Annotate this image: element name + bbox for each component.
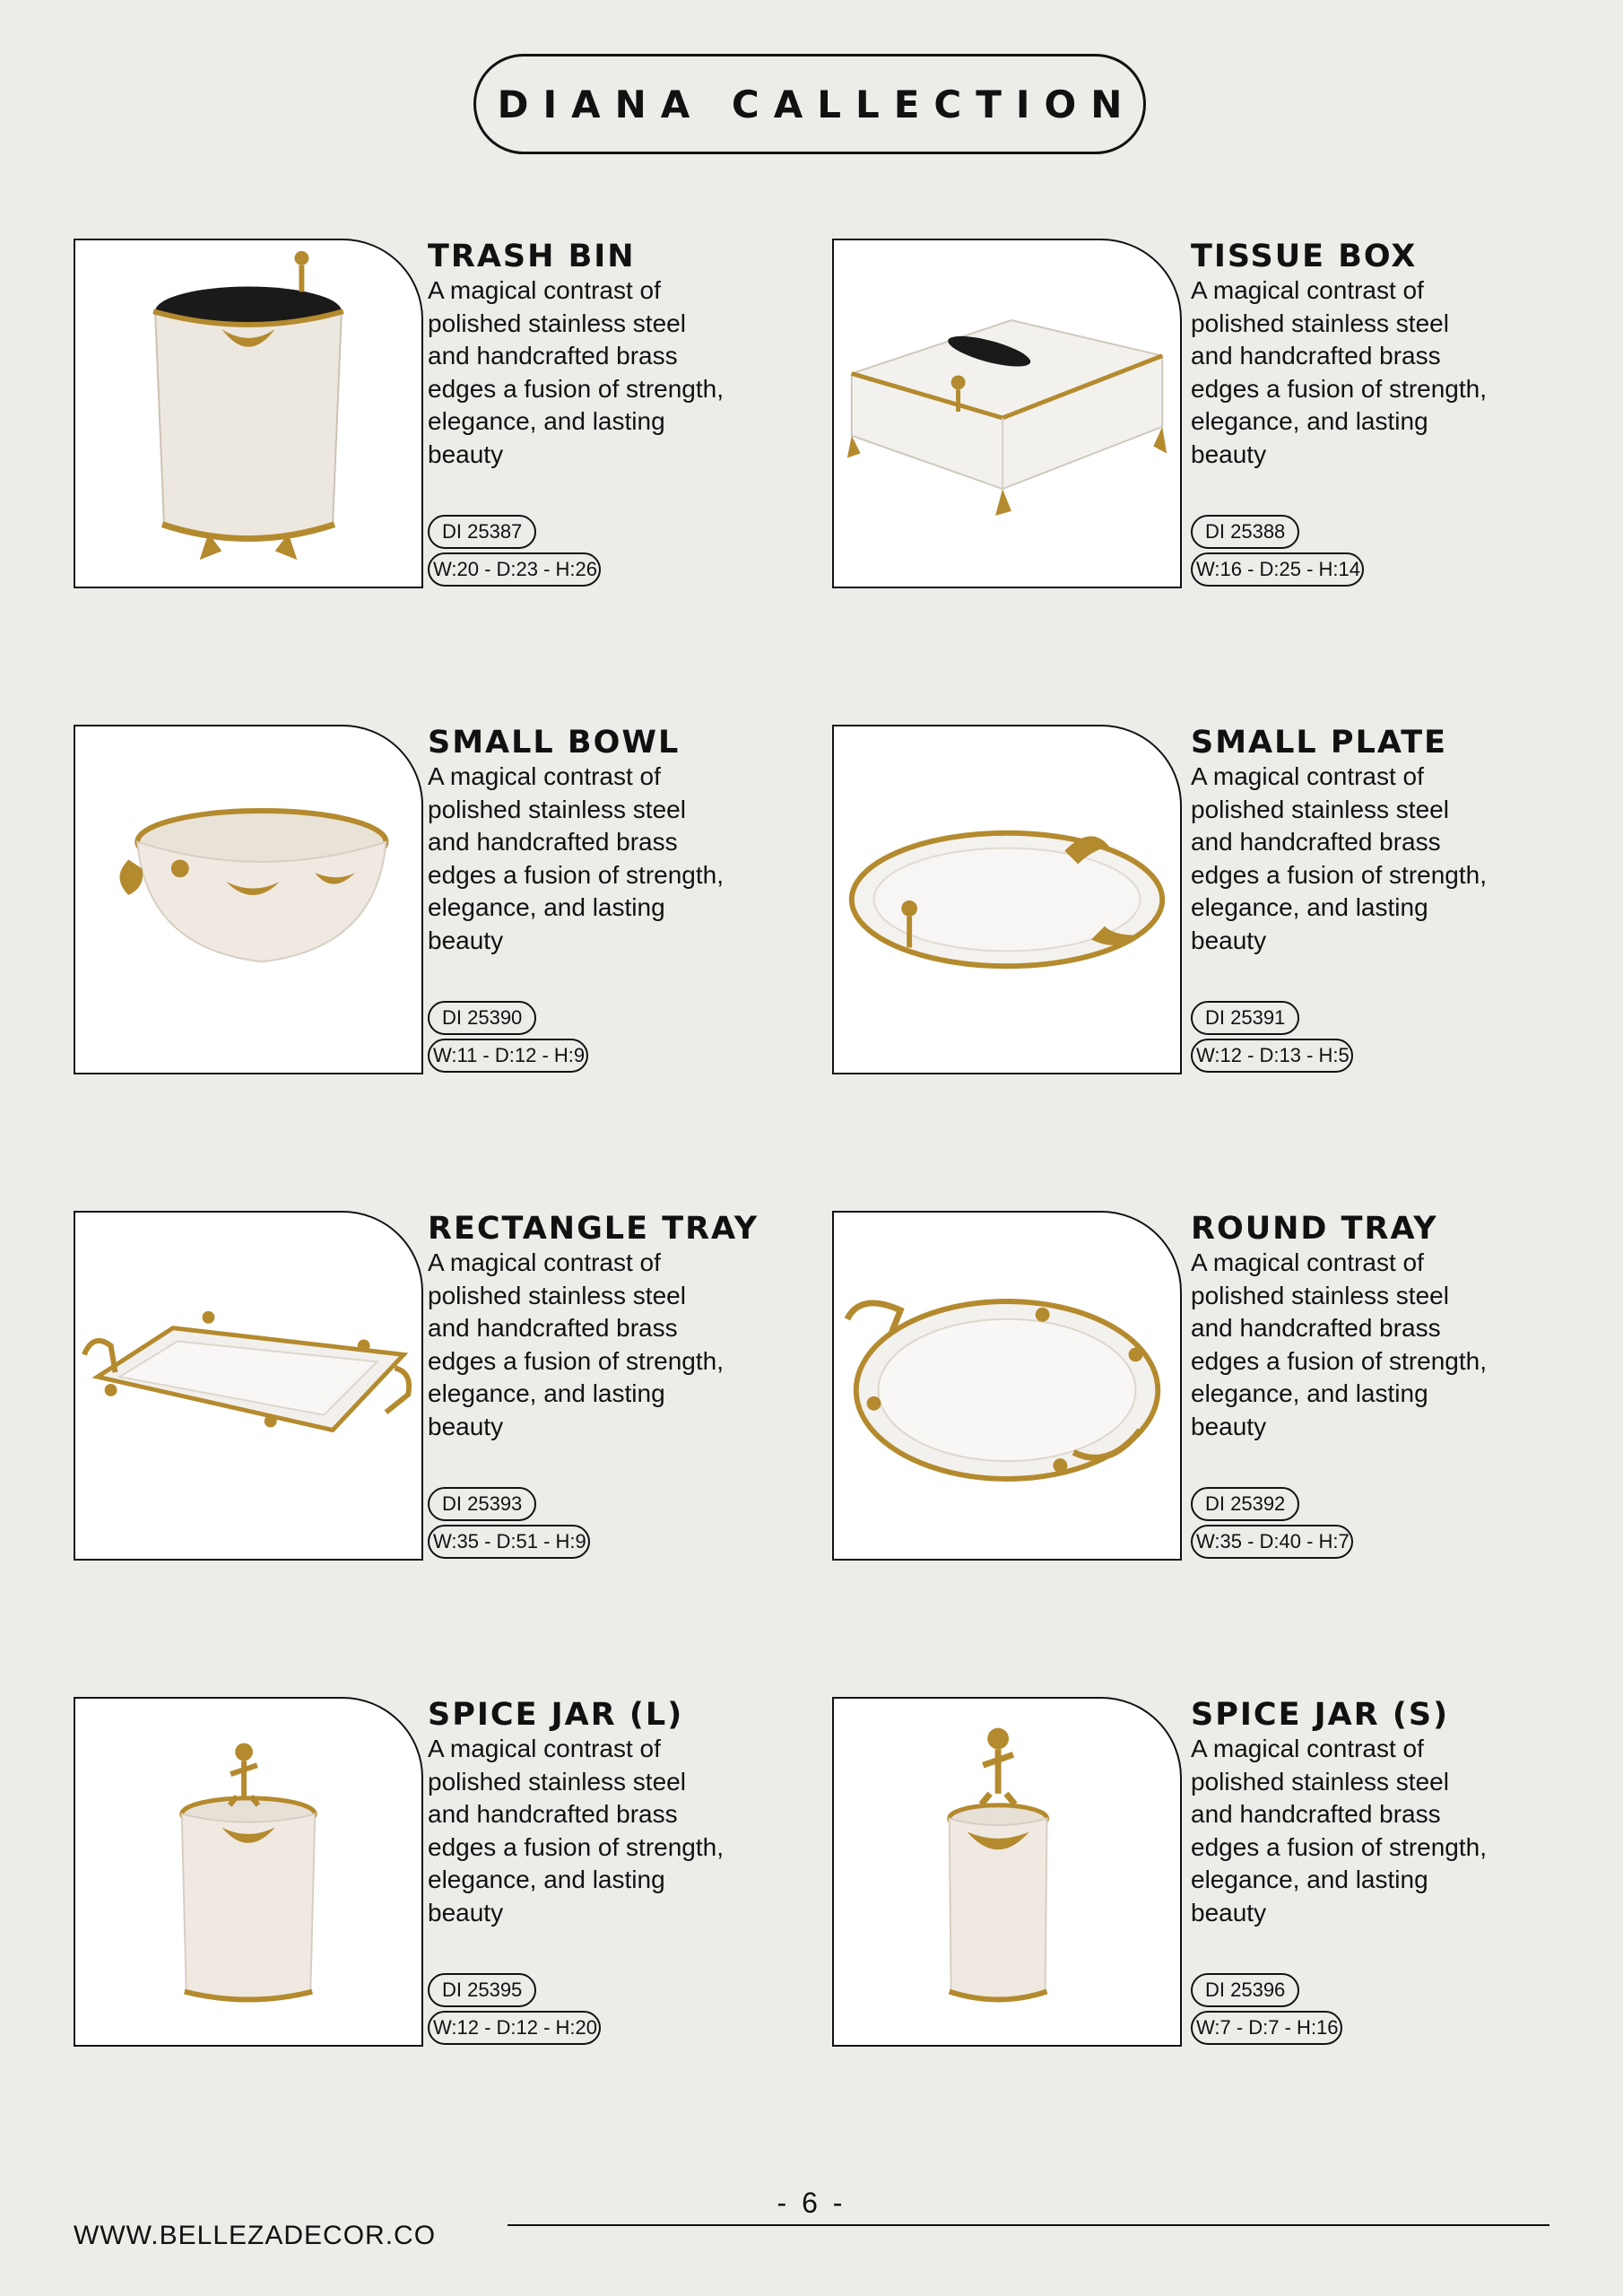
product-dimensions-badge: W:11 - D:12 - H:9 xyxy=(428,1039,588,1073)
product-description: A magical contrast of polished stainless steel and handcrafted brass edges a fusion of strength, elegance, and lasting beauty xyxy=(1191,1248,1487,1440)
product-name: ROUND TRAY xyxy=(1191,1211,1438,1247)
product-description: A magical contrast of polished stainless steel and handcrafted brass edges a fusion of strength, elegance, and lasting beauty xyxy=(428,1735,724,1926)
spice-jar-small-image xyxy=(832,1697,1182,2047)
product-name: SPICE JAR (L) xyxy=(428,1697,684,1733)
rectangle-tray-image xyxy=(74,1211,423,1561)
collection-title-pill xyxy=(473,54,1146,154)
product-code-badge: DI 25392 xyxy=(1191,1487,1299,1521)
product-code-badge: DI 25391 xyxy=(1191,1001,1299,1035)
product-description: A magical contrast of polished stainless steel and handcrafted brass edges a fusion of strength, elegance, and lasting beauty xyxy=(1191,762,1487,954)
product-description: A magical contrast of polished stainless steel and handcrafted brass edges a fusion of strength, elegance, and lasting beauty xyxy=(428,276,724,468)
footer-divider xyxy=(508,2224,1549,2226)
product-card-spice-jar-large[interactable] xyxy=(74,1697,755,2047)
product-card-trash-bin[interactable] xyxy=(74,239,755,588)
product-dimensions-badge: W:16 - D:25 - H:14 xyxy=(1191,552,1364,587)
product-code-badge: DI 25387 xyxy=(428,515,536,549)
product-code-badge: DI 25395 xyxy=(428,1973,536,2007)
round-tray-image xyxy=(832,1211,1182,1561)
trash-bin-image xyxy=(74,239,423,588)
product-dimensions-badge: W:7 - D:7 - H:16 xyxy=(1191,2011,1342,2045)
product-name: SPICE JAR (S) xyxy=(1191,1697,1450,1733)
product-card-spice-jar-small[interactable] xyxy=(832,1697,1514,2047)
product-dimensions-badge: W:35 - D:40 - H:7 xyxy=(1191,1525,1353,1559)
product-description: A magical contrast of polished stainless steel and handcrafted brass edges a fusion of strength, elegance, and lasting beauty xyxy=(1191,1735,1487,1926)
product-code-badge: DI 25388 xyxy=(1191,515,1299,549)
collection-title: DIANA CALLECTION xyxy=(497,82,1137,126)
product-name: TISSUE BOX xyxy=(1191,239,1418,274)
product-description: A magical contrast of polished stainless steel and handcrafted brass edges a fusion of strength, elegance, and lasting beauty xyxy=(428,1248,724,1440)
page-number: - 6 - xyxy=(777,2187,846,2219)
product-name: SMALL PLATE xyxy=(1191,725,1448,761)
product-name: TRASH BIN xyxy=(428,239,636,274)
product-code-badge: DI 25390 xyxy=(428,1001,536,1035)
product-dimensions-badge: W:20 - D:23 - H:26 xyxy=(428,552,601,587)
product-code-badge: DI 25396 xyxy=(1191,1973,1299,2007)
product-name: SMALL BOWL xyxy=(428,725,681,761)
product-card-rectangle-tray[interactable] xyxy=(74,1211,759,1561)
product-code-badge: DI 25393 xyxy=(428,1487,536,1521)
product-dimensions-badge: W:12 - D:13 - H:5 xyxy=(1191,1039,1353,1073)
product-name: RECTANGLE TRAY xyxy=(428,1211,759,1247)
product-dimensions-badge: W:12 - D:12 - H:20 xyxy=(428,2011,601,2045)
product-card-small-bowl[interactable] xyxy=(74,725,755,1074)
website-link[interactable]: WWW.BELLEZADECOR.CO xyxy=(74,2221,437,2250)
product-dimensions-badge: W:35 - D:51 - H:9 xyxy=(428,1525,590,1559)
tissue-box-image xyxy=(832,239,1182,588)
small-bowl-image xyxy=(74,725,423,1074)
product-card-small-plate[interactable] xyxy=(832,725,1514,1074)
product-description: A magical contrast of polished stainless steel and handcrafted brass edges a fusion of strength, elegance, and lasting beauty xyxy=(1191,276,1487,468)
spice-jar-large-image xyxy=(74,1697,423,2047)
product-description: A magical contrast of polished stainless steel and handcrafted brass edges a fusion of strength, elegance, and lasting beauty xyxy=(428,762,724,954)
product-card-round-tray[interactable] xyxy=(832,1211,1514,1561)
small-plate-image xyxy=(832,725,1182,1074)
product-card-tissue-box[interactable] xyxy=(832,239,1514,588)
